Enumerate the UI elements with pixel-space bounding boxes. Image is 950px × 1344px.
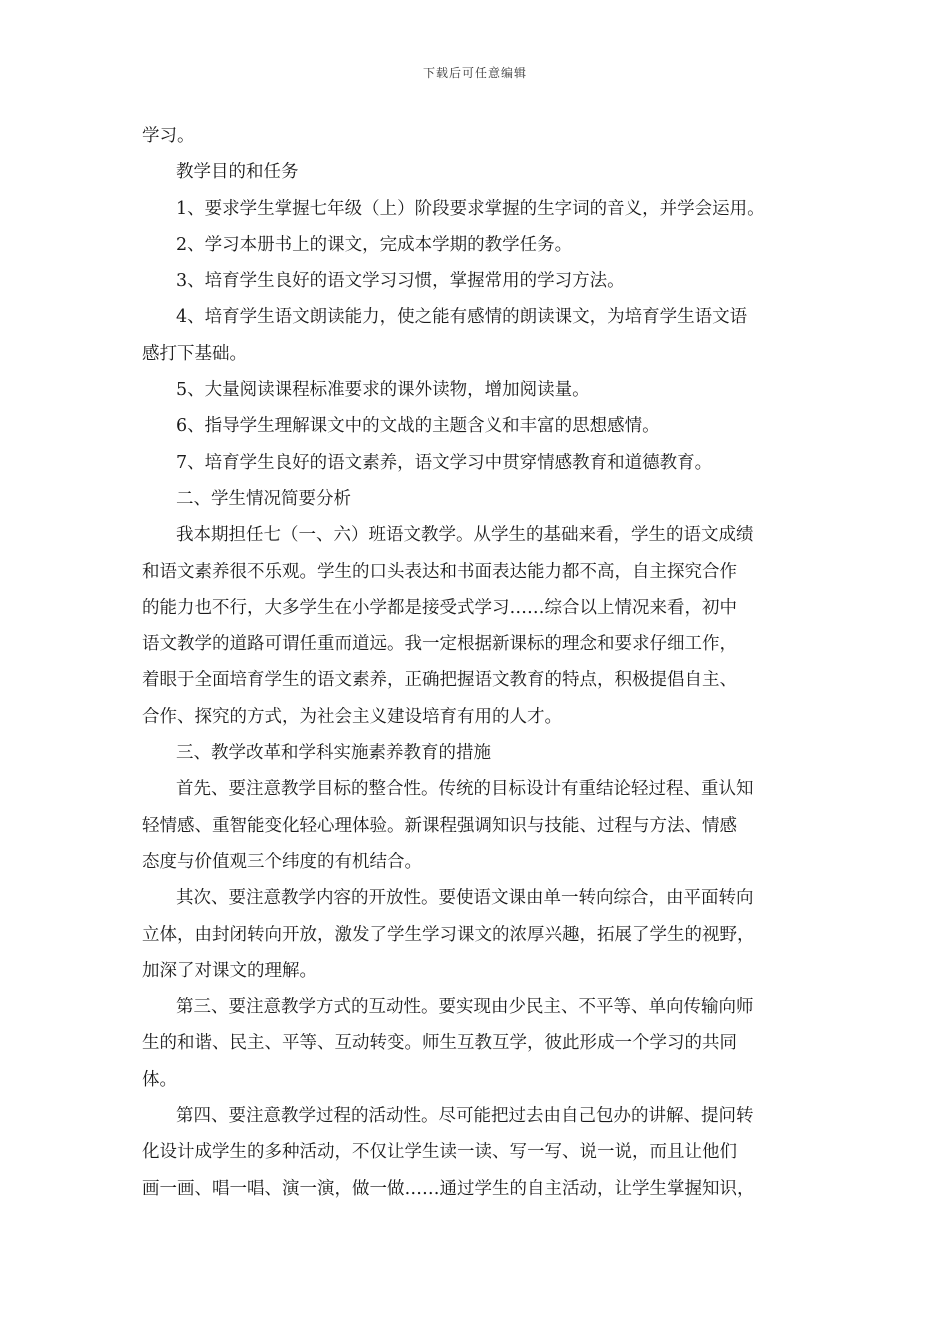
text-line: 感打下基础。	[142, 343, 247, 364]
text-line: 合作、探究的方式，为社会主义建设培育有用的人才。	[142, 706, 562, 727]
text-line: 态度与价值观三个纬度的有机结合。	[142, 851, 422, 872]
text-line: 6、指导学生理解课文中的文战的主题含义和丰富的思想感情。	[176, 416, 660, 437]
text-line: 化设计成学生的多种活动，不仅让学生读一读、写一写、说一说，而且让他们	[142, 1142, 737, 1163]
text-line: 其次、要注意教学内容的开放性。要使语文课由单一转向综合，由平面转向	[176, 888, 754, 909]
text-line: 教学目的和任务	[176, 162, 299, 183]
text-line: 立体，由封闭转向开放，激发了学生学习课文的浓厚兴趣，拓展了学生的视野，	[142, 924, 755, 945]
text-line: 首先、要注意教学目标的整合性。传统的目标设计有重结论轻过程、重认知	[176, 779, 754, 800]
text-line: 轻情感、重智能变化轻心理体验。新课程强调知识与技能、过程与方法、情感	[142, 815, 737, 836]
text-line: 语文教学的道路可谓任重而道远。我一定根据新课标的理念和要求仔细工作，	[142, 634, 737, 655]
document-body	[142, 118, 822, 1207]
text-line: 三、教学改革和学科实施素养教育的措施	[176, 743, 491, 764]
text-line: 1、要求学生掌握七年级（上）阶段要求掌握的生字词的音义，并学会运用。	[176, 198, 765, 219]
text-line: 着眼于全面培育学生的语文素养，正确把握语文教育的特点，积极提倡自主、	[142, 670, 737, 691]
text-line: 2、学习本册书上的课文，完成本学期的教学任务。	[176, 234, 573, 255]
text-line: 的能力也不行，大多学生在小学都是接受式学习……综合以上情况来看，初中	[142, 597, 737, 618]
text-line: 学习。	[142, 126, 195, 146]
text-line: 我本期担任七（一、六）班语文教学。从学生的基础来看，学生的语文成绩	[176, 525, 754, 546]
text-line: 画一画、唱一唱、演一演，做一做……通过学生的自主活动，让学生掌握知识，	[142, 1178, 755, 1199]
text-line: 7、培育学生良好的语文素养，语文学习中贯穿情感教育和道德教育。	[176, 452, 713, 473]
text-line: 和语文素养很不乐观。学生的口头表达和书面表达能力都不高，自主探究合作	[142, 561, 737, 582]
text-line: 第三、要注意教学方式的互动性。要实现由少民主、不平等、单向传输向师	[176, 997, 754, 1018]
text-line: 二、学生情况简要分析	[176, 488, 351, 509]
text-line: 体。	[142, 1069, 177, 1090]
page-header: 下载后可任意编辑	[422, 66, 527, 80]
text-line: 5、大量阅读课程标准要求的课外读物，增加阅读量。	[176, 380, 590, 401]
text-line: 4、培育学生语文朗读能力，使之能有感情的朗读课文，为培育学生语文语	[176, 307, 748, 328]
text-line: 3、培育学生良好的语文学习习惯，掌握常用的学习方法。	[176, 271, 625, 292]
text-line: 生的和谐、民主、平等、互动转变。师生互教互学，彼此形成一个学习的共同	[142, 1033, 737, 1054]
text-line: 第四、要注意教学过程的活动性。尽可能把过去由自己包办的讲解、提问转	[176, 1106, 754, 1127]
text-line: 加深了对课文的理解。	[142, 960, 317, 981]
